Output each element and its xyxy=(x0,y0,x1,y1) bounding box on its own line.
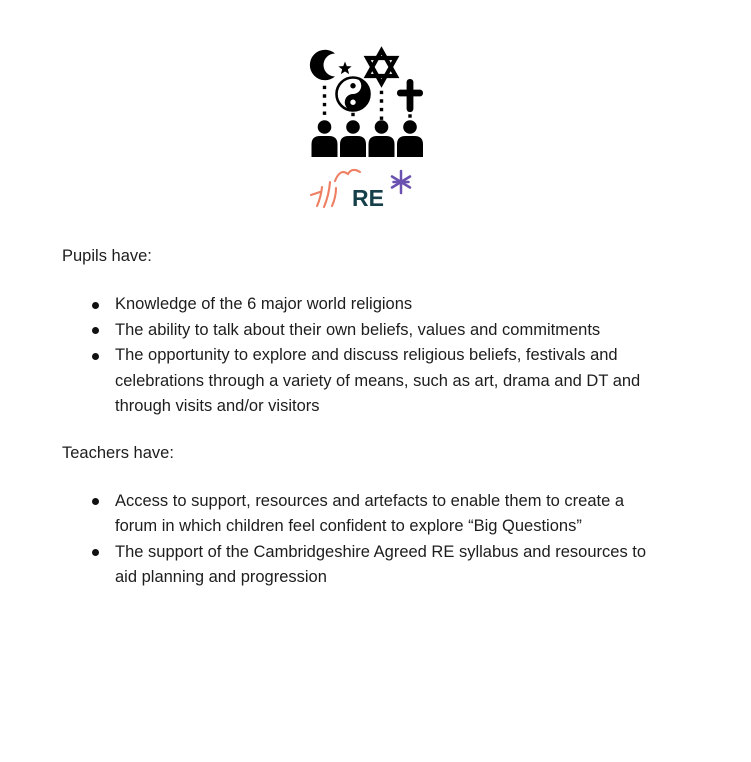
list-item xyxy=(62,292,670,318)
bullet-icon xyxy=(92,549,99,556)
re-logo-graphic xyxy=(308,45,438,215)
list-item xyxy=(62,318,670,344)
cross-icon xyxy=(397,79,423,112)
bullet-icon xyxy=(92,498,99,505)
asterisk-icon xyxy=(392,171,410,193)
crescent-moon-star-icon xyxy=(309,50,351,80)
yin-yang-icon xyxy=(336,78,369,111)
page xyxy=(0,45,751,591)
list-item-text: The support of the Cambridgeshire Agreed RE syllabus and resources to aid planning and progression xyxy=(115,542,647,586)
list-item-text: Access to support, resources and artefacts to enable them to create a forum in which children feel confident to explore “Big Questions” xyxy=(115,491,625,535)
list-item xyxy=(62,540,670,591)
star-of-david-icon xyxy=(367,51,396,84)
list-item xyxy=(62,489,670,540)
teachers-bullet-list xyxy=(62,489,689,591)
list-item-text: The opportunity to explore and discuss religious beliefs, festivals and celebrations through a variety of means, such as art, drama and DT and through visits and/or visitors xyxy=(115,346,641,415)
list-item xyxy=(62,343,670,420)
document-body xyxy=(0,246,751,591)
bullet-icon xyxy=(92,327,99,334)
pupils-heading: Pupils have: xyxy=(62,247,152,265)
bullet-icon xyxy=(92,302,99,309)
re-logo-text: RE xyxy=(351,185,384,211)
re-logo xyxy=(308,45,438,215)
list-item-text: Knowledge of the 6 major world religions xyxy=(115,295,413,313)
teachers-heading: Teachers have: xyxy=(62,443,174,462)
people-icon xyxy=(311,120,423,157)
bullet-icon xyxy=(92,353,99,360)
pupils-bullet-list xyxy=(62,292,689,420)
list-item-text: The ability to talk about their own beliefs, values and commitments xyxy=(115,320,601,339)
